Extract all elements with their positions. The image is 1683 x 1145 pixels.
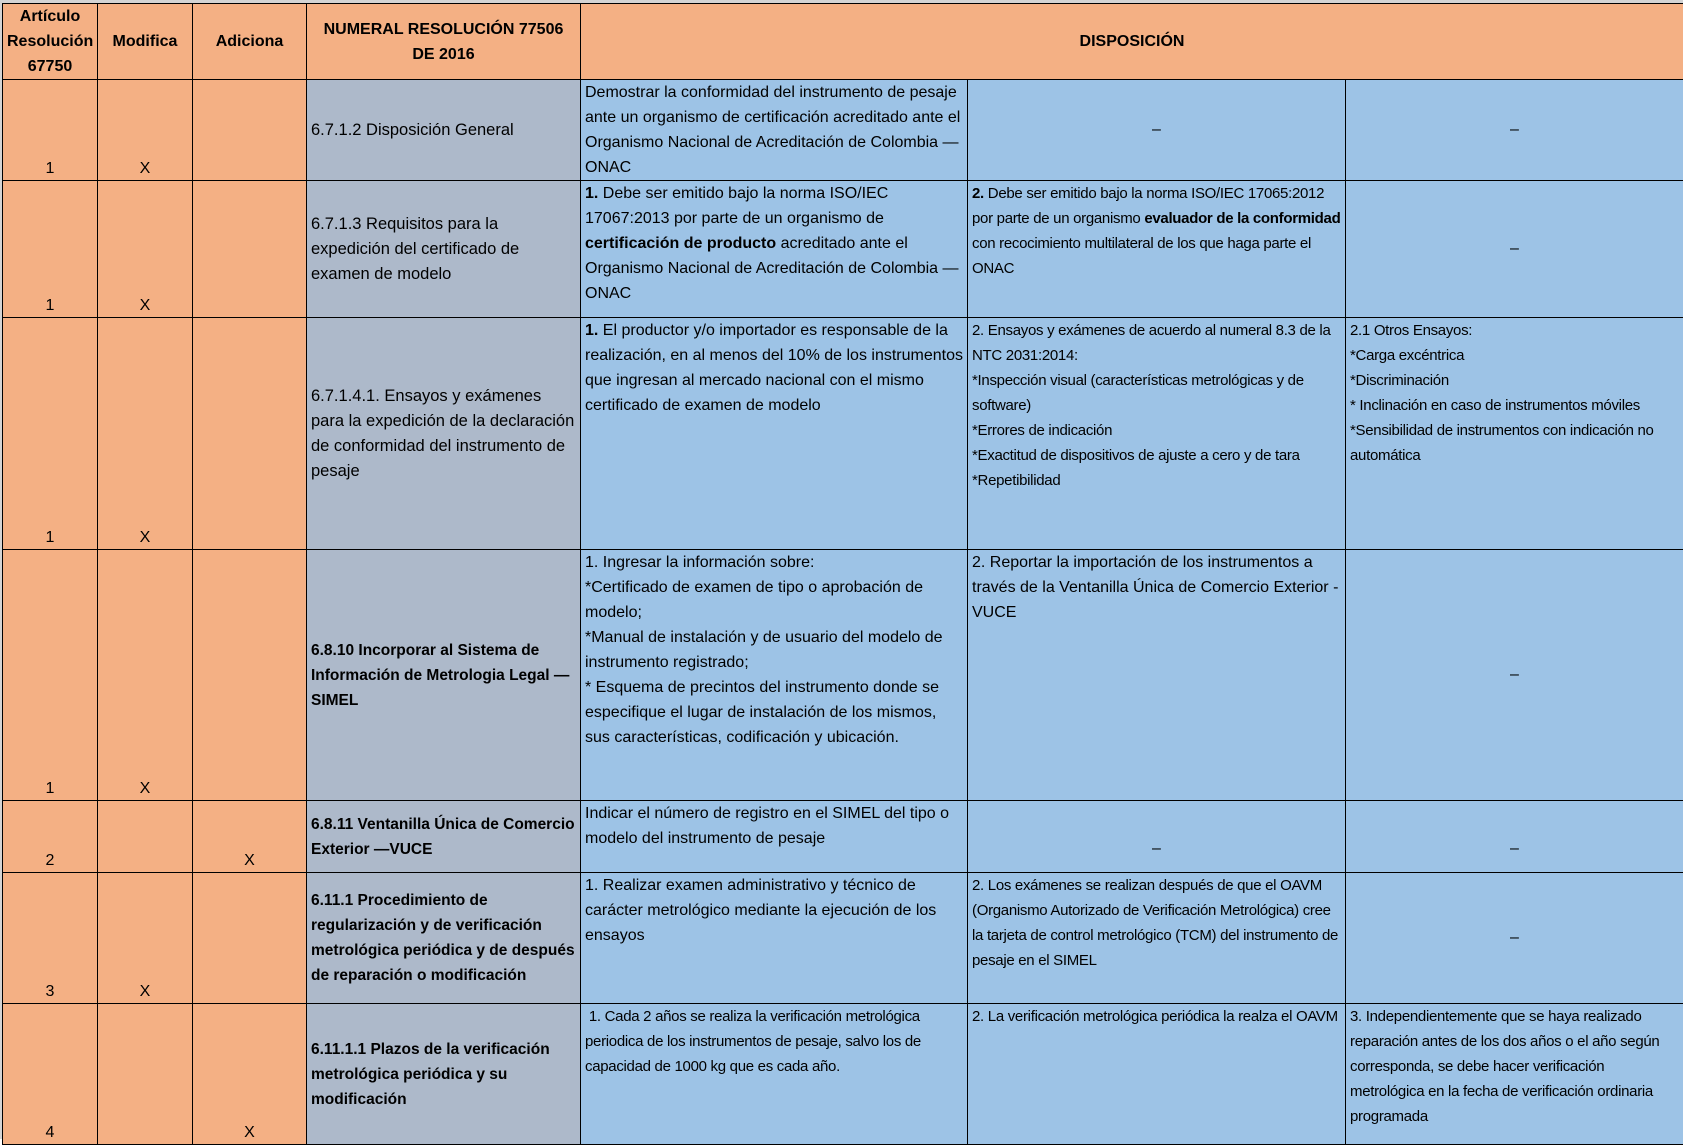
cell-numeral[interactable]: 6.7.1.2 Disposición General — [307, 80, 581, 181]
cell-numeral[interactable]: 6.8.10 Incorporar al Sistema de Información de Metrologia Legal —SIMEL — [307, 550, 581, 801]
list-line: *Discriminación — [1350, 368, 1679, 393]
cell-disposicion-1[interactable] — [581, 550, 968, 801]
header-articulo[interactable]: Artículo Resolución 67750 — [3, 4, 98, 80]
text-segment: Debe ser emitido bajo la norma ISO/IEC 17067:2013 por parte de un organismo de — [585, 185, 888, 227]
cell-adiciona[interactable] — [193, 550, 307, 801]
cell-numeral[interactable]: 6.11.1.1 Plazos de la verificación metrológica periódica y su modificación — [307, 1004, 581, 1145]
cell-numeral[interactable]: 6.11.1 Procedimiento de regularización y de verificación metrológica periódica y de después de reparación o modificación — [307, 873, 581, 1004]
list-line: 1. Cada 2 años se realiza la verificación metrológica periodica de los instrumentos de pesaje, salvo los de capacidad de 1000 kg que es cada año. — [585, 1004, 963, 1079]
header-modifica[interactable]: Modifica — [98, 4, 193, 80]
item-number: 2. — [972, 185, 984, 202]
table-row — [3, 1004, 1683, 1145]
resolution-comparison-table — [2, 3, 1683, 1145]
cell-adiciona[interactable] — [193, 80, 307, 181]
text-segment: con recocimiento multilateral de los que haga parte el ONAC — [972, 235, 1311, 277]
list-line: 2. Reportar la importación de los instrumentos a través de la Ventanilla Única de Comercio Exterior -VUCE — [972, 550, 1341, 625]
cell-modifica[interactable] — [98, 801, 193, 873]
cell-articulo[interactable]: 4 — [3, 1004, 98, 1145]
table-row — [3, 801, 1683, 873]
cell-disposicion-1[interactable]: Demostrar la conformidad del instrumento de pesaje ante un organismo de certificación acreditado ante el Organismo Nacional de Acreditación de Colombia —ONAC — [581, 80, 968, 181]
cell-articulo[interactable]: 1 — [3, 80, 98, 181]
cell-disposicion-3[interactable]: – — [1346, 181, 1683, 318]
list-line: 2.1 Otros Ensayos: — [1350, 318, 1679, 343]
header-row — [3, 4, 1683, 80]
text-segment: El productor y/o importador es responsable de la realización, en al menos del 10% de los instrumentos que ingresan al mercado nacional con el mismo certificado de examen de modelo — [585, 322, 963, 414]
cell-articulo[interactable]: 2 — [3, 801, 98, 873]
cell-numeral[interactable]: 6.8.11 Ventanilla Única de Comercio Exterior —VUCE — [307, 801, 581, 873]
cell-disposicion-3[interactable] — [1346, 1004, 1683, 1145]
cell-modifica[interactable]: X — [98, 181, 193, 318]
cell-adiciona[interactable]: X — [193, 801, 307, 873]
list-line: *Certificado de examen de tipo o aprobación de modelo; — [585, 575, 963, 625]
cell-disposicion-3[interactable]: – — [1346, 80, 1683, 181]
table-row — [3, 318, 1683, 550]
cell-modifica[interactable]: X — [98, 550, 193, 801]
table-row — [3, 550, 1683, 801]
cell-modifica[interactable] — [98, 1004, 193, 1145]
list-line: 3. Independientemente que se haya realizado reparación antes de los dos años o el año según corresponda, se debe hacer verificación metrológica en la fecha de verificación ordinaria programada — [1350, 1004, 1679, 1129]
cell-disposicion-2[interactable] — [968, 550, 1346, 801]
cell-numeral[interactable]: 6.7.1.3 Requisitos para la expedición del certificado de examen de modelo — [307, 181, 581, 318]
list-line: 2. Ensayos y exámenes de acuerdo al numeral 8.3 de la NTC 2031:2014: — [972, 318, 1341, 368]
cell-modifica[interactable]: X — [98, 318, 193, 550]
cell-articulo[interactable]: 1 — [3, 181, 98, 318]
list-line: *Manual de instalación y de usuario del modelo de instrumento registrado; — [585, 625, 963, 675]
cell-articulo[interactable]: 3 — [3, 873, 98, 1004]
cell-articulo[interactable]: 1 — [3, 318, 98, 550]
cell-disposicion-2[interactable] — [968, 181, 1346, 318]
cell-disposicion-3[interactable]: – — [1346, 550, 1683, 801]
bold-term: evaluador de la conformidad — [1144, 210, 1340, 227]
cell-disposicion-2[interactable] — [968, 1004, 1346, 1145]
cell-disposicion-2[interactable]: – — [968, 801, 1346, 873]
header-numeral[interactable]: NUMERAL RESOLUCIÓN 77506 DE 2016 — [307, 4, 581, 80]
cell-disposicion-2[interactable] — [968, 318, 1346, 550]
header-disposicion[interactable]: DISPOSICIÓN — [581, 4, 1683, 80]
list-line: 2. Los exámenes se realizan después de que el OAVM (Organismo Autorizado de Verificación Metrológica) cree la tarjeta de control metrológico (TCM) del instrumento de pesaje en el SIMEL — [972, 873, 1341, 973]
table-row — [3, 873, 1683, 1004]
cell-disposicion-2[interactable] — [968, 873, 1346, 1004]
cell-disposicion-1[interactable] — [581, 873, 968, 1004]
text-segment: acreditado ante el Organismo Nacional de Acreditación de Colombia —ONAC — [585, 235, 959, 302]
bold-term: certificación de producto — [585, 235, 776, 252]
header-adiciona[interactable]: Adiciona — [193, 4, 307, 80]
cell-adiciona[interactable] — [193, 873, 307, 1004]
list-line: 1. Ingresar la información sobre: — [585, 550, 963, 575]
item-number: 1. — [585, 322, 598, 339]
cell-disposicion-1[interactable] — [581, 181, 968, 318]
list-line: *Carga excéntrica — [1350, 343, 1679, 368]
list-line: 1. Realizar examen administrativo y técnico de carácter metrológico mediante la ejecución de los ensayos — [585, 873, 963, 948]
cell-disposicion-1[interactable] — [581, 801, 968, 873]
cell-disposicion-3[interactable] — [1346, 318, 1683, 550]
table-row — [3, 80, 1683, 181]
list-line: *Sensibilidad de instrumentos con indicación no automática — [1350, 418, 1679, 468]
table-row — [3, 181, 1683, 318]
cell-adiciona[interactable]: X — [193, 1004, 307, 1145]
list-line: *Errores de indicación — [972, 418, 1341, 443]
cell-modifica[interactable]: X — [98, 80, 193, 181]
list-line: *Exactitud de dispositivos de ajuste a cero y de tara — [972, 443, 1341, 468]
cell-disposicion-3[interactable]: – — [1346, 873, 1683, 1004]
cell-disposicion-3[interactable]: – — [1346, 801, 1683, 873]
list-line: Indicar el número de registro en el SIMEL del tipo o modelo del instrumento de pesaje — [585, 801, 963, 851]
cell-disposicion-1[interactable] — [581, 1004, 968, 1145]
cell-disposicion-1[interactable] — [581, 318, 968, 550]
cell-adiciona[interactable] — [193, 181, 307, 318]
cell-articulo[interactable]: 1 — [3, 550, 98, 801]
list-line: 2. La verificación metrológica periódica la realza el OAVM — [972, 1004, 1341, 1029]
cell-modifica[interactable]: X — [98, 873, 193, 1004]
cell-numeral[interactable]: 6.7.1.4.1. Ensayos y exámenes para la expedición de la declaración de conformidad del instrumento de pesaje — [307, 318, 581, 550]
item-number: 1. — [585, 185, 598, 202]
list-line: *Repetibilidad — [972, 468, 1341, 493]
list-line: *Inspección visual (características metrológicas y de software) — [972, 368, 1341, 418]
cell-adiciona[interactable] — [193, 318, 307, 550]
list-line: * Inclinación en caso de instrumentos móviles — [1350, 393, 1679, 418]
cell-disposicion-2[interactable]: – — [968, 80, 1346, 181]
list-line: * Esquema de precintos del instrumento donde se especifique el lugar de instalación de los mismos, sus características, codificación y ubicación. — [585, 675, 963, 750]
text-segment: Debe ser emitido bajo la norma ISO/IEC 17065:2012 por parte de un organismo — [972, 185, 1324, 227]
